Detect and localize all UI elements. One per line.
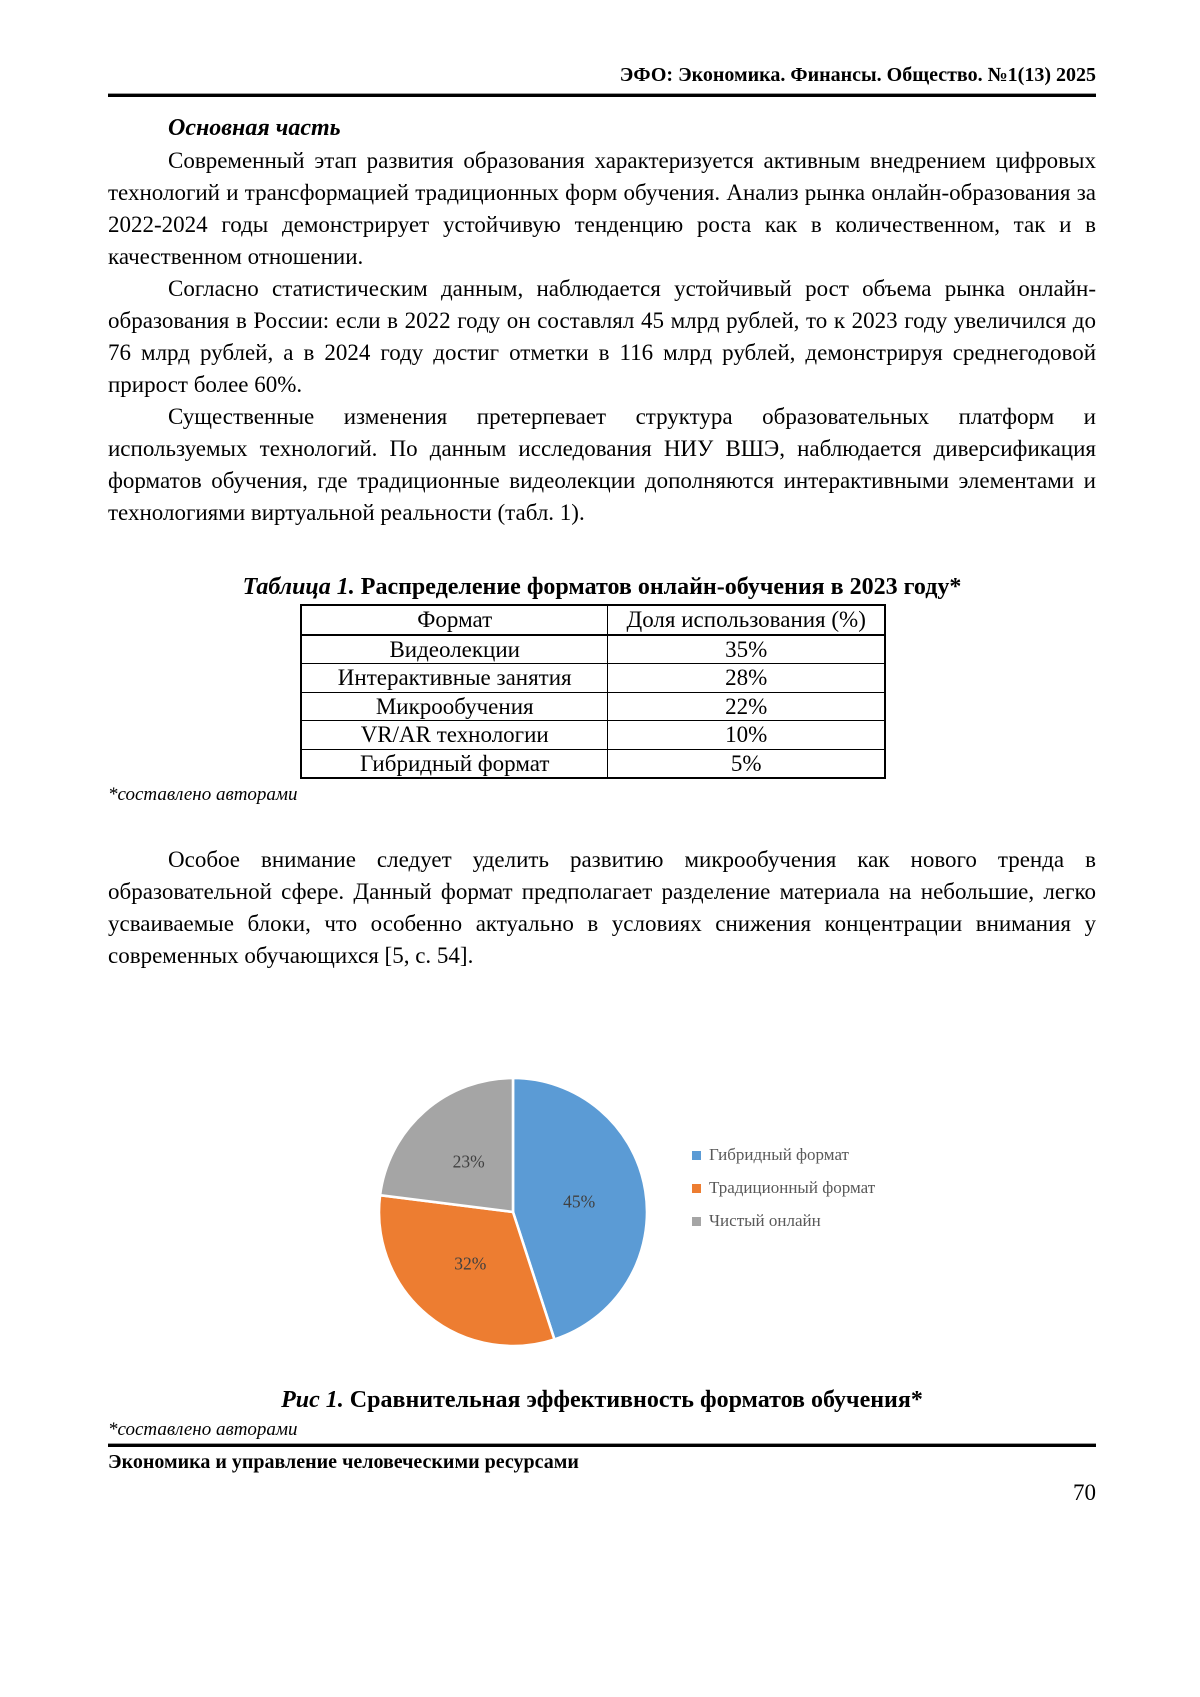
paragraph: Существенные изменения претерпевает структура образовательных платформ и используемых технологий. По данным исследования НИУ ВШЭ, наблюдается диверсификация форматов обучения, где традиционные видеолекции дополняются интерактивными элементами и технологиями виртуальной реальности (табл. 1). bbox=[108, 404, 1096, 525]
pie-chart bbox=[377, 1076, 649, 1348]
legend-label: Традиционный формат bbox=[709, 1178, 876, 1197]
table-cell: 10% bbox=[608, 721, 885, 750]
table-row bbox=[301, 664, 885, 693]
table-cell: Гибридный формат bbox=[301, 749, 608, 778]
legend-color-swatch bbox=[692, 1217, 701, 1226]
table-cell: Интерактивные занятия bbox=[301, 664, 608, 693]
table-row bbox=[301, 721, 885, 750]
legend-label: Гибридный формат bbox=[709, 1145, 849, 1164]
table-row bbox=[301, 749, 885, 778]
paragraph: Согласно статистическим данным, наблюдается устойчивый рост объема рынка онлайн-образования в России: если в 2022 году он составлял 45 млрд рублей, то к 2023 году увеличился до 76 млрд рублей, а в 2024 году достиг отметки в 116 млрд рублей, демонстрируя среднегодовой прирост более 60%. bbox=[108, 276, 1096, 397]
legend-color-swatch bbox=[692, 1184, 701, 1193]
figure-caption-label: Рис 1. bbox=[281, 1387, 344, 1413]
table-cell: VR/AR технологии bbox=[301, 721, 608, 750]
format-table bbox=[300, 604, 886, 779]
header-rule bbox=[108, 93, 1096, 97]
paragraph: Особое внимание следует уделить развитию микрообучения как нового тренда в образовательной сфере. Данный формат предполагает разделение материала на небольшие, легко усваиваемые блоки, что особенно актуально в условиях снижения концентрации внимания у современных обучающихся [5, с. 54]. bbox=[108, 847, 1096, 968]
legend-item bbox=[692, 1178, 875, 1198]
column-header: Доля использования (%) bbox=[608, 605, 885, 635]
table-header-row bbox=[301, 605, 885, 635]
pie-svg bbox=[377, 1076, 649, 1348]
figure-footnote: *составлено авторами bbox=[108, 1419, 298, 1440]
footer-section-title: Экономика и управление человеческими ресурсами bbox=[108, 1451, 579, 1473]
table-cell: 22% bbox=[608, 692, 885, 721]
legend-item bbox=[692, 1145, 875, 1165]
table-cell: Видеолекции bbox=[301, 635, 608, 664]
footer-rule bbox=[108, 1443, 1096, 1447]
table-caption bbox=[108, 573, 1096, 601]
table-caption-label: Таблица 1. bbox=[242, 574, 355, 600]
figure bbox=[108, 972, 1096, 1380]
table-footnote: *составлено авторами bbox=[108, 784, 298, 805]
slice-label: 23% bbox=[452, 1151, 485, 1172]
table-cell: 5% bbox=[608, 749, 885, 778]
slice-label: 45% bbox=[563, 1191, 596, 1212]
table-row bbox=[301, 692, 885, 721]
paragraph: Современный этап развития образования характеризуется активным внедрением цифровых технологий и трансформацией традиционных форм обучения. Анализ рынка онлайн-образования за 2022-2024 годы демонстрирует устойчивую тенденцию роста как в количественном, так и в качественном отношении. bbox=[108, 148, 1096, 269]
figure-caption-text: Сравнительная эффективность форматов обучения* bbox=[343, 1387, 923, 1413]
journal-title: ЭФО: Экономика. Финансы. Общество. №1(13) 2025 bbox=[619, 64, 1096, 86]
pie-slice bbox=[380, 1078, 513, 1212]
table-cell: 35% bbox=[608, 635, 885, 664]
table-cell: 28% bbox=[608, 664, 885, 693]
column-header: Формат bbox=[301, 605, 608, 635]
slice-label: 32% bbox=[454, 1253, 487, 1274]
legend-item bbox=[692, 1211, 875, 1231]
figure-caption bbox=[108, 1386, 1096, 1414]
table-row bbox=[301, 635, 885, 664]
table-cell: Микрообучения bbox=[301, 692, 608, 721]
table-caption-text: Распределение форматов онлайн-обучения в 2023 году* bbox=[354, 574, 962, 600]
chart-legend bbox=[692, 1145, 875, 1244]
page-number: 70 bbox=[1073, 1480, 1096, 1505]
section-heading: Основная часть bbox=[168, 115, 341, 141]
legend-label: Чистый онлайн bbox=[709, 1211, 821, 1230]
legend-color-swatch bbox=[692, 1151, 701, 1160]
